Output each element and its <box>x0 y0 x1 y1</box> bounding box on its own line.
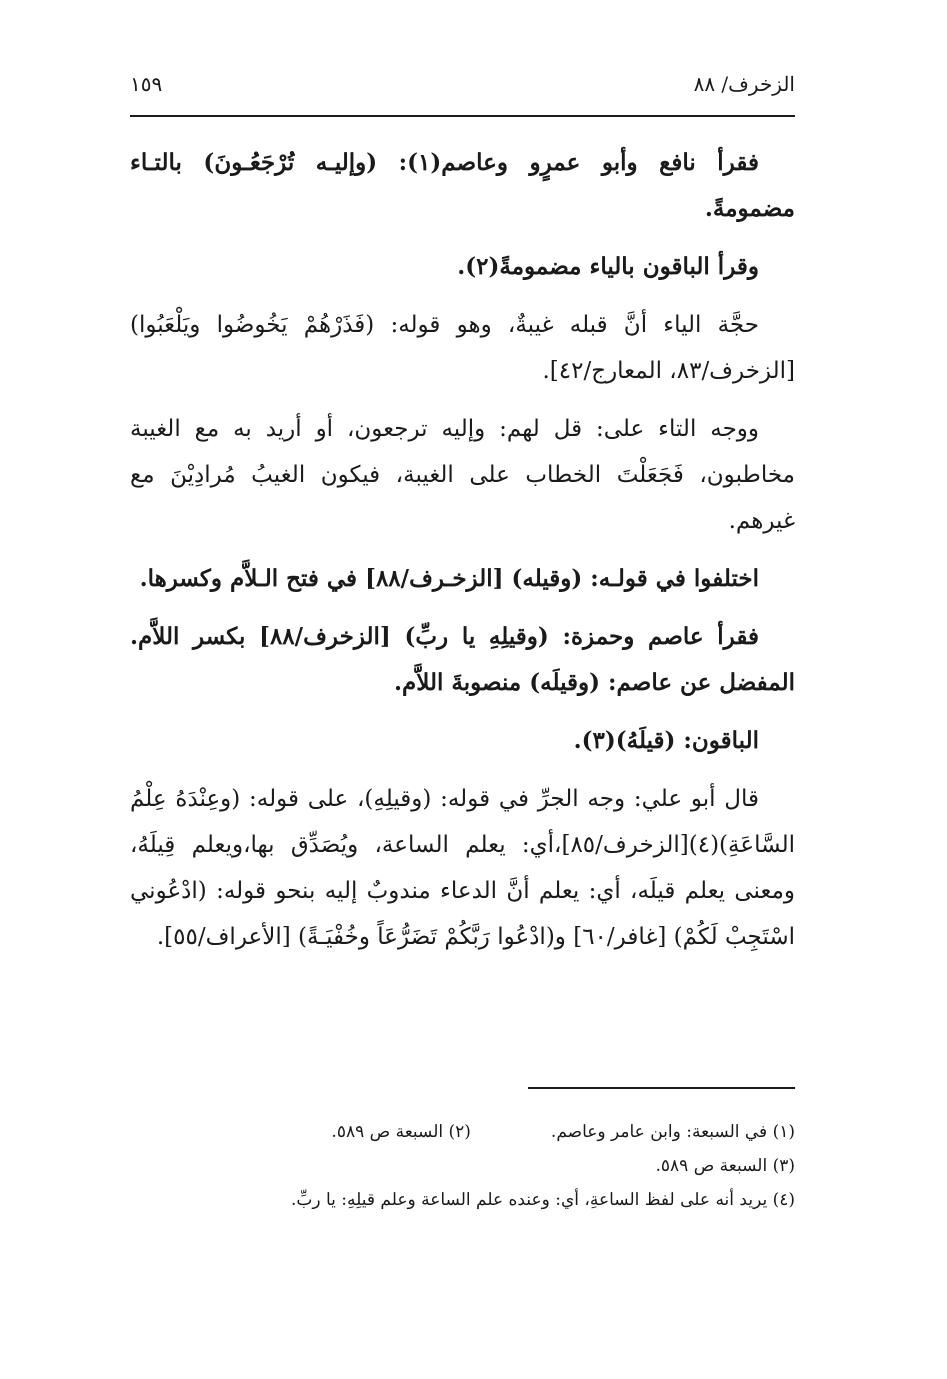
paragraph: وقرأ الباقون بالياء مضمومةً(٢). <box>457 253 759 280</box>
page-number: ١٥٩ <box>130 72 163 96</box>
paragraph: فقرأ نافع وأبو عمرٍو وعاصم(١): (وإليـه تُرْجَعُـونَ) بالتـاء مضمومةً. <box>130 149 795 222</box>
paragraph: حجَّة الياء أنَّ قبله غيبةٌ، وهو قوله: (فَذَرْهُمْ يَخُوضُوا ويَلْعَبُوا) [الزخرف/٨٣، المعارج/٤٢]. <box>130 312 795 384</box>
paragraph: فقرأ عاصم وحمزة: (وقيلِهِ يا ربِّ) [الزخرف/٨٨] بكسر اللاَّم. المفضل عن عاصم: (وقيلَه) منصوبةَ اللاَّم. <box>130 623 795 696</box>
footnote-3: (٣) السبعة ص ٥٨٩. <box>655 1156 795 1176</box>
footnote-1: (١) في السبعة: وابن عامر وعاصم. <box>550 1122 795 1142</box>
header-rule <box>130 115 795 117</box>
running-head <box>130 68 795 100</box>
footnotes <box>130 1115 795 1217</box>
footnote-2: (٢) السبعة ص ٥٨٩. <box>331 1122 471 1142</box>
paragraph: ووجه التاء على: قل لهم: وإليه ترجعون، أو أريد به مع الغيبة مخاطبون، فَجَعَلْتَ الخطاب على الغيبة، فيكون الغيبُ مُرادِيْنَ مع غيرهم. <box>130 416 795 534</box>
footnote-row <box>130 1115 795 1149</box>
paragraph: اختلفوا في قولـه: (وقيله) [الزخـرف/٨٨] في فتح الـلاَّم وكسرها. <box>139 565 759 592</box>
main-text <box>130 140 795 972</box>
footnote-row <box>130 1183 795 1217</box>
paragraph: قال أبو علي: وجه الجرِّ في قوله: (وقيلِهِ)، على قوله: (وعِنْدَهُ عِلْمُ السَّاعَةِ)(٤)[الزخرف/٨٥]،أي: يعلم الساعة، ويُصَدِّق بها،ويعلم قِيلَهُ، ومعنى يعلم قيلَه، أي: يعلم أنَّ الدعاء مندوبٌ إليه بنحو قوله: (ادْعُوني اسْتَجِبْ لَكُمْ) [غافر/٦٠] و(ادْعُوا رَبَّكُمْ تَضَرُّعَاً وخُفْيَـةً) [الأعراف/٥٥]. <box>130 786 795 950</box>
footnote-4: (٤) يريد أنه على لفظ الساعةِ، أي: وعنده علم الساعة وعلم قيلِهِ: يا ربِّ. <box>290 1190 795 1210</box>
footnote-row <box>130 1149 795 1183</box>
paragraph: الباقون: (قيلَهُ)(٣). <box>573 727 759 754</box>
footnote-rule <box>528 1087 795 1089</box>
running-head-title: الزخرف/ ٨٨ <box>693 72 795 96</box>
